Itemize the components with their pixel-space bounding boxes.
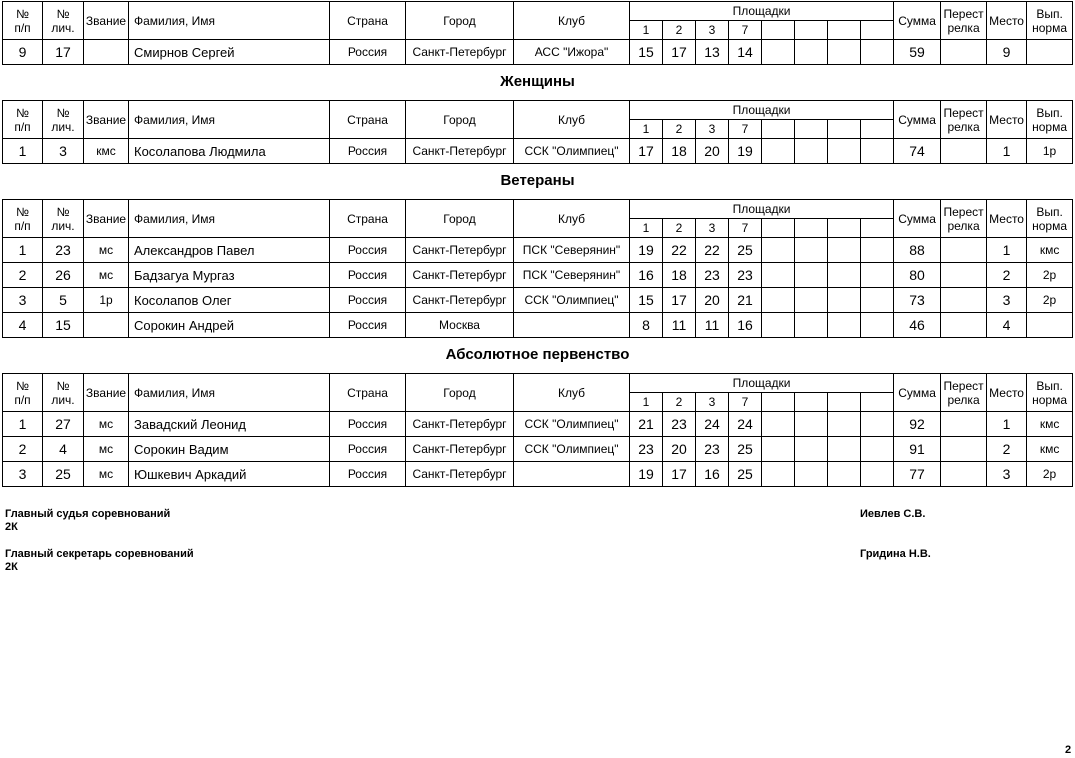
cell-num-lic: 5 [43, 288, 84, 313]
cell-shootoff [941, 412, 987, 437]
cell-norm [1027, 313, 1073, 338]
cell-site-score: 20 [696, 288, 729, 313]
cell-shootoff [941, 139, 987, 164]
header-num-pp: № п/п [3, 200, 43, 238]
cell-shootoff [941, 313, 987, 338]
cell-place: 3 [987, 462, 1027, 487]
header-city: Город [406, 2, 514, 40]
cell-site-score [762, 412, 795, 437]
header-site-number [828, 219, 861, 238]
cell-site-score [795, 313, 828, 338]
header-site-number: 1 [630, 219, 663, 238]
header-name: Фамилия, Имя [129, 200, 330, 238]
header-sum: Сумма [894, 2, 941, 40]
cell-club: АСС "Ижора" [514, 40, 630, 65]
cell-place: 3 [987, 288, 1027, 313]
cell-site-score: 24 [696, 412, 729, 437]
header-country: Страна [330, 2, 406, 40]
cell-club [514, 462, 630, 487]
page-number: 2 [1065, 744, 1072, 756]
cell-site-score: 23 [630, 437, 663, 462]
cell-num-lic: 26 [43, 263, 84, 288]
cell-name: Сорокин Вадим [129, 437, 330, 462]
cell-country: Россия [330, 437, 406, 462]
header-site-number: 1 [630, 393, 663, 412]
chief-judge-category: 2К [5, 521, 18, 533]
cell-sum: 80 [894, 263, 941, 288]
section-title: Абсолютное первенство [445, 346, 630, 363]
cell-site-score [795, 437, 828, 462]
cell-name: Косолапов Олег [129, 288, 330, 313]
cell-name: Смирнов Сергей [129, 40, 330, 65]
cell-country: Россия [330, 40, 406, 65]
cell-sum: 46 [894, 313, 941, 338]
cell-name: Косолапова Людмила [129, 139, 330, 164]
cell-num-lic: 23 [43, 238, 84, 263]
cell-site-score [795, 139, 828, 164]
cell-num-pp: 4 [3, 313, 43, 338]
cell-site-score [762, 238, 795, 263]
cell-rank: мс [84, 412, 129, 437]
cell-site-score [861, 263, 894, 288]
chief-secretary-title: Главный секретарь соревнований [5, 548, 194, 560]
header-site-number [795, 393, 828, 412]
cell-num-pp: 3 [3, 462, 43, 487]
table-row [3, 313, 1073, 338]
cell-site-score: 21 [729, 288, 762, 313]
header-sites: Площадки [630, 101, 894, 120]
cell-city: Санкт-Петербург [406, 437, 514, 462]
cell-site-score: 23 [663, 412, 696, 437]
table-row [3, 437, 1073, 462]
header-site-number: 1 [630, 120, 663, 139]
cell-site-score [828, 139, 861, 164]
cell-num-pp: 2 [3, 437, 43, 462]
header-site-number: 2 [663, 219, 696, 238]
header-site-number [795, 21, 828, 40]
cell-norm [1027, 40, 1073, 65]
cell-site-score [828, 437, 861, 462]
cell-num-pp: 2 [3, 263, 43, 288]
cell-site-score: 22 [663, 238, 696, 263]
header-site-number [861, 393, 894, 412]
cell-site-score: 25 [729, 238, 762, 263]
cell-site-score: 13 [696, 40, 729, 65]
cell-site-score [795, 40, 828, 65]
cell-site-score [795, 412, 828, 437]
header-sum: Сумма [894, 374, 941, 412]
header-site-number [861, 219, 894, 238]
header-site-number: 7 [729, 219, 762, 238]
cell-site-score: 18 [663, 263, 696, 288]
cell-num-lic: 15 [43, 313, 84, 338]
header-site-number [762, 21, 795, 40]
header-num-pp: № п/п [3, 101, 43, 139]
header-place: Место [987, 374, 1027, 412]
header-num-lic: № лич. [43, 101, 84, 139]
cell-site-score [828, 313, 861, 338]
cell-site-score: 25 [729, 437, 762, 462]
header-site-number: 3 [696, 219, 729, 238]
header-norm: Вып. норма [1027, 2, 1073, 40]
cell-site-score [762, 139, 795, 164]
cell-site-score: 17 [663, 40, 696, 65]
cell-site-score [828, 462, 861, 487]
header-norm: Вып. норма [1027, 374, 1073, 412]
cell-site-score: 15 [630, 288, 663, 313]
header-num-pp: № п/п [3, 374, 43, 412]
header-city: Город [406, 374, 514, 412]
header-place: Место [987, 200, 1027, 238]
cell-site-score: 19 [729, 139, 762, 164]
header-name: Фамилия, Имя [129, 374, 330, 412]
header-site-number [762, 120, 795, 139]
cell-city: Санкт-Петербург [406, 40, 514, 65]
cell-num-lic: 3 [43, 139, 84, 164]
header-num-pp: № п/п [3, 2, 43, 40]
cell-place: 1 [987, 238, 1027, 263]
cell-sum: 74 [894, 139, 941, 164]
cell-sum: 88 [894, 238, 941, 263]
header-site-number: 1 [630, 21, 663, 40]
cell-site-score: 8 [630, 313, 663, 338]
cell-site-score: 19 [630, 462, 663, 487]
cell-norm: 1р [1027, 139, 1073, 164]
header-city: Город [406, 200, 514, 238]
cell-country: Россия [330, 263, 406, 288]
table-row [3, 139, 1073, 164]
cell-sum: 91 [894, 437, 941, 462]
cell-club: ССК "Олимпиец" [514, 412, 630, 437]
header-norm: Вып. норма [1027, 200, 1073, 238]
cell-site-score [828, 263, 861, 288]
cell-rank: мс [84, 263, 129, 288]
cell-site-score [861, 412, 894, 437]
cell-site-score [828, 238, 861, 263]
section-title: Женщины [500, 73, 575, 90]
cell-num-lic: 4 [43, 437, 84, 462]
cell-site-score [762, 462, 795, 487]
header-club: Клуб [514, 374, 630, 412]
header-num-lic: № лич. [43, 374, 84, 412]
header-num-lic: № лич. [43, 200, 84, 238]
cell-site-score: 18 [663, 139, 696, 164]
header-club: Клуб [514, 101, 630, 139]
header-site-number [861, 120, 894, 139]
cell-country: Россия [330, 462, 406, 487]
cell-site-score: 16 [630, 263, 663, 288]
results-table [2, 100, 1073, 164]
cell-site-score [861, 313, 894, 338]
cell-norm: 2р [1027, 263, 1073, 288]
cell-site-score [762, 437, 795, 462]
cell-city: Санкт-Петербург [406, 412, 514, 437]
header-site-number: 3 [696, 21, 729, 40]
cell-num-pp: 9 [3, 40, 43, 65]
cell-club: ССК "Олимпиец" [514, 139, 630, 164]
cell-sum: 59 [894, 40, 941, 65]
cell-shootoff [941, 238, 987, 263]
header-rank: Звание [84, 101, 129, 139]
header-name: Фамилия, Имя [129, 101, 330, 139]
cell-shootoff [941, 462, 987, 487]
cell-city: Санкт-Петербург [406, 462, 514, 487]
header-site-number [795, 120, 828, 139]
header-site-number [762, 219, 795, 238]
results-table [2, 199, 1073, 338]
cell-site-score [795, 462, 828, 487]
cell-place: 2 [987, 437, 1027, 462]
cell-site-score [861, 462, 894, 487]
cell-site-score [861, 437, 894, 462]
header-country: Страна [330, 374, 406, 412]
table-row [3, 238, 1073, 263]
header-sum: Сумма [894, 101, 941, 139]
cell-sum: 92 [894, 412, 941, 437]
cell-site-score: 23 [729, 263, 762, 288]
cell-site-score: 19 [630, 238, 663, 263]
cell-rank [84, 313, 129, 338]
cell-country: Россия [330, 288, 406, 313]
cell-rank: мс [84, 437, 129, 462]
cell-club: ПСК "Северянин" [514, 238, 630, 263]
cell-site-score: 20 [663, 437, 696, 462]
header-site-number [828, 393, 861, 412]
cell-site-score [762, 313, 795, 338]
cell-country: Россия [330, 412, 406, 437]
cell-city: Москва [406, 313, 514, 338]
cell-place: 1 [987, 139, 1027, 164]
cell-site-score: 25 [729, 462, 762, 487]
cell-norm: 2р [1027, 288, 1073, 313]
cell-num-lic: 27 [43, 412, 84, 437]
cell-place: 2 [987, 263, 1027, 288]
cell-site-score [762, 288, 795, 313]
cell-num-pp: 1 [3, 238, 43, 263]
cell-site-score: 17 [630, 139, 663, 164]
cell-site-score [861, 40, 894, 65]
header-site-number: 2 [663, 393, 696, 412]
chief-judge-title: Главный судья соревнований [5, 508, 171, 520]
header-site-number [795, 219, 828, 238]
cell-shootoff [941, 288, 987, 313]
header-sum: Сумма [894, 200, 941, 238]
cell-site-score: 23 [696, 263, 729, 288]
cell-club: ССК "Олимпиец" [514, 437, 630, 462]
cell-norm: кмс [1027, 412, 1073, 437]
cell-site-score: 15 [630, 40, 663, 65]
cell-norm: кмс [1027, 238, 1073, 263]
cell-num-pp: 1 [3, 412, 43, 437]
cell-site-score: 17 [663, 288, 696, 313]
header-rank: Звание [84, 374, 129, 412]
cell-site-score [795, 263, 828, 288]
header-site-number: 3 [696, 120, 729, 139]
cell-name: Завадский Леонид [129, 412, 330, 437]
header-shootoff: Перест релка [941, 374, 987, 412]
header-name: Фамилия, Имя [129, 2, 330, 40]
cell-shootoff [941, 263, 987, 288]
cell-place: 4 [987, 313, 1027, 338]
header-site-number [861, 21, 894, 40]
header-sites: Площадки [630, 374, 894, 393]
header-site-number [828, 21, 861, 40]
header-place: Место [987, 2, 1027, 40]
cell-site-score [828, 412, 861, 437]
cell-site-score [795, 238, 828, 263]
cell-site-score [861, 288, 894, 313]
cell-norm: кмс [1027, 437, 1073, 462]
cell-club [514, 313, 630, 338]
header-site-number: 3 [696, 393, 729, 412]
header-shootoff: Перест релка [941, 101, 987, 139]
cell-site-score [762, 263, 795, 288]
header-site-number: 2 [663, 21, 696, 40]
cell-site-score: 11 [696, 313, 729, 338]
cell-sum: 73 [894, 288, 941, 313]
header-site-number: 7 [729, 393, 762, 412]
cell-num-pp: 3 [3, 288, 43, 313]
header-norm: Вып. норма [1027, 101, 1073, 139]
table-row [3, 288, 1073, 313]
cell-site-score: 23 [696, 437, 729, 462]
header-club: Клуб [514, 200, 630, 238]
header-club: Клуб [514, 2, 630, 40]
header-city: Город [406, 101, 514, 139]
header-site-number: 7 [729, 120, 762, 139]
cell-city: Санкт-Петербург [406, 263, 514, 288]
section-title: Ветераны [500, 172, 575, 189]
cell-site-score: 16 [729, 313, 762, 338]
cell-place: 9 [987, 40, 1027, 65]
cell-shootoff [941, 40, 987, 65]
cell-site-score: 22 [696, 238, 729, 263]
cell-name: Александров Павел [129, 238, 330, 263]
header-rank: Звание [84, 200, 129, 238]
cell-site-score: 11 [663, 313, 696, 338]
cell-site-score [861, 238, 894, 263]
cell-country: Россия [330, 238, 406, 263]
chief-judge-name: Иевлев С.В. [860, 508, 926, 520]
table-row [3, 40, 1073, 65]
header-sites: Площадки [630, 200, 894, 219]
cell-site-score: 14 [729, 40, 762, 65]
cell-norm: 2р [1027, 462, 1073, 487]
cell-country: Россия [330, 139, 406, 164]
cell-site-score [828, 288, 861, 313]
results-table [2, 1, 1073, 65]
cell-site-score [861, 139, 894, 164]
header-site-number: 2 [663, 120, 696, 139]
header-num-lic: № лич. [43, 2, 84, 40]
cell-city: Санкт-Петербург [406, 288, 514, 313]
cell-site-score: 21 [630, 412, 663, 437]
header-site-number: 7 [729, 21, 762, 40]
cell-site-score: 17 [663, 462, 696, 487]
cell-shootoff [941, 437, 987, 462]
chief-secretary-category: 2К [5, 561, 18, 573]
cell-site-score [828, 40, 861, 65]
cell-rank: 1р [84, 288, 129, 313]
table-row [3, 462, 1073, 487]
header-shootoff: Перест релка [941, 2, 987, 40]
table-row [3, 263, 1073, 288]
cell-country: Россия [330, 313, 406, 338]
cell-rank: мс [84, 238, 129, 263]
header-site-number [762, 393, 795, 412]
cell-name: Сорокин Андрей [129, 313, 330, 338]
header-site-number [828, 120, 861, 139]
cell-site-score: 16 [696, 462, 729, 487]
cell-city: Санкт-Петербург [406, 238, 514, 263]
header-shootoff: Перест релка [941, 200, 987, 238]
header-sites: Площадки [630, 2, 894, 21]
table-row [3, 412, 1073, 437]
header-rank: Звание [84, 2, 129, 40]
chief-secretary-name: Гридина Н.В. [860, 548, 931, 560]
header-country: Страна [330, 200, 406, 238]
results-table [2, 373, 1073, 487]
cell-site-score [795, 288, 828, 313]
cell-num-lic: 17 [43, 40, 84, 65]
cell-name: Бадзагуа Мургаз [129, 263, 330, 288]
cell-rank: мс [84, 462, 129, 487]
cell-city: Санкт-Петербург [406, 139, 514, 164]
cell-rank [84, 40, 129, 65]
header-place: Место [987, 101, 1027, 139]
cell-sum: 77 [894, 462, 941, 487]
header-country: Страна [330, 101, 406, 139]
cell-place: 1 [987, 412, 1027, 437]
cell-name: Юшкевич Аркадий [129, 462, 330, 487]
cell-site-score: 20 [696, 139, 729, 164]
cell-club: ССК "Олимпиец" [514, 288, 630, 313]
cell-site-score [762, 40, 795, 65]
cell-club: ПСК "Северянин" [514, 263, 630, 288]
cell-num-pp: 1 [3, 139, 43, 164]
cell-rank: кмс [84, 139, 129, 164]
cell-num-lic: 25 [43, 462, 84, 487]
cell-site-score: 24 [729, 412, 762, 437]
